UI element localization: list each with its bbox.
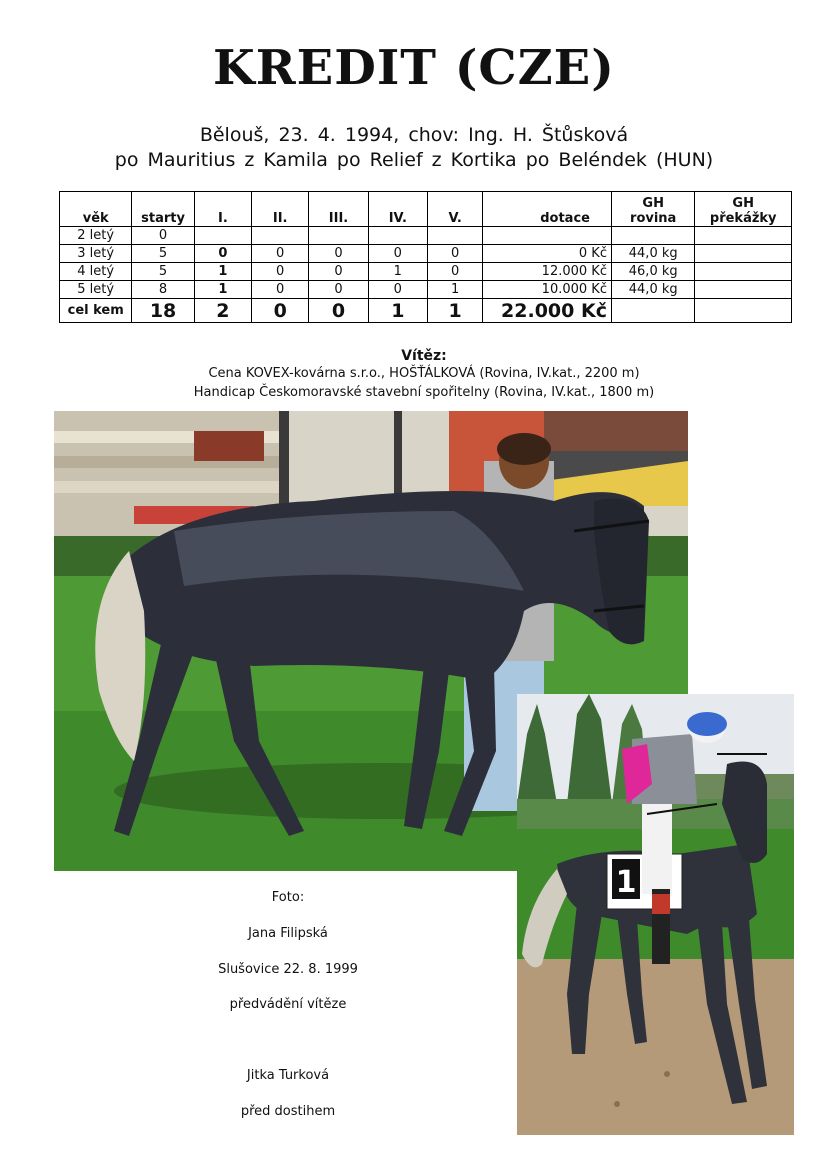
col-header-fourth: IV. [368, 192, 427, 227]
caption-description-1: předvádění vítěze [229, 997, 347, 1012]
cell: 1 [427, 281, 482, 299]
cell-starts: 8 [132, 281, 194, 299]
col-header-starts: starty [132, 192, 194, 227]
cell-total-label: cel kem [60, 299, 132, 323]
cell-weight: 44,0 kg [611, 245, 694, 263]
table-row [60, 263, 792, 281]
cell [309, 227, 368, 245]
cell [695, 263, 792, 281]
col-header-gh-flat [611, 192, 694, 227]
cell-total: 1 [427, 299, 482, 323]
col-header-first: I. [194, 192, 251, 227]
cell: 0 [252, 263, 309, 281]
cell: 1 [194, 263, 251, 281]
col-header-fifth: V. [427, 192, 482, 227]
jumps-label: překážky [709, 211, 777, 226]
cell-total: 0 [309, 299, 368, 323]
table-row [60, 227, 792, 245]
cell-prize: 10.000 Kč [483, 281, 612, 299]
cell-total [611, 299, 694, 323]
cell [695, 227, 792, 245]
cell [368, 227, 427, 245]
saddlecloth-number: 1 [615, 865, 637, 900]
col-header-age: věk [60, 192, 132, 227]
caption-photographer: Jana Filipská [248, 926, 328, 941]
cell: 1 [194, 281, 251, 299]
cell: 0 [309, 263, 368, 281]
cell-weight: 44,0 kg [611, 281, 694, 299]
cell-total-prize: 22.000 Kč [483, 299, 612, 323]
winner-race-1: Cena KOVEX-kovárna s.r.o., HOŠŤÁLKOVÁ (Rovina, IV.kat., 2200 m) [208, 366, 640, 381]
winner-race-2: Handicap Českomoravské stavební spořitelny (Rovina, IV.kat., 1800 m) [193, 385, 655, 400]
table-header-row [60, 192, 792, 227]
page-title: KREDIT (CZE) [213, 40, 615, 96]
cell-weight [611, 227, 694, 245]
cell-prize: 12.000 Kč [483, 263, 612, 281]
cell: 0 [309, 245, 368, 263]
cell-age: 5 letý [60, 281, 132, 299]
cell [427, 227, 482, 245]
cell-prize [483, 227, 612, 245]
cell-age: 2 letý [60, 227, 132, 245]
cell: 1 [368, 263, 427, 281]
cell [194, 227, 251, 245]
race-record-table [59, 191, 792, 323]
cell-total: 2 [194, 299, 251, 323]
cell-weight: 46,0 kg [611, 263, 694, 281]
table-row [60, 245, 792, 263]
cell: 0 [194, 245, 251, 263]
cell [695, 281, 792, 299]
cell-prize: 0 Kč [483, 245, 612, 263]
cell-total [695, 299, 792, 323]
cell-total: 1 [368, 299, 427, 323]
col-header-prize: dotace [483, 192, 612, 227]
cell: 0 [252, 245, 309, 263]
subtitle-line-1: Bělouš, 23. 4. 1994, chov: Ing. H. Štůsková [199, 124, 629, 146]
cell: 0 [368, 245, 427, 263]
cell [252, 227, 309, 245]
caption-place-date: Slušovice 22. 8. 1999 [218, 962, 358, 977]
table-row [60, 281, 792, 299]
cell: 0 [427, 245, 482, 263]
col-header-gh-jumps [695, 192, 792, 227]
cell: 0 [368, 281, 427, 299]
gh-label: GH [642, 196, 664, 211]
photo-horse-with-jockey [517, 694, 794, 1135]
col-header-third: III. [309, 192, 368, 227]
table-total-row [60, 299, 792, 323]
winner-heading: Vítěz: [401, 348, 447, 364]
flat-label: rovina [630, 211, 677, 226]
cell-age: 3 letý [60, 245, 132, 263]
caption-person-2: Jitka Turková [246, 1068, 330, 1083]
cell [695, 245, 792, 263]
cell: 0 [427, 263, 482, 281]
cell-starts: 5 [132, 263, 194, 281]
caption-description-2: před dostihem [240, 1104, 336, 1119]
cell-age: 4 letý [60, 263, 132, 281]
cell: 0 [309, 281, 368, 299]
cell-starts: 0 [132, 227, 194, 245]
cell-total: 0 [252, 299, 309, 323]
cell-starts: 5 [132, 245, 194, 263]
cell: 0 [252, 281, 309, 299]
caption-foto-label: Foto: [271, 890, 305, 905]
gh-label: GH [732, 196, 754, 211]
cell-total-starts: 18 [132, 299, 194, 323]
col-header-second: II. [252, 192, 309, 227]
subtitle-line-2: po Mauritius z Kamila po Relief z Kortika po Beléndek (HUN) [114, 149, 714, 171]
